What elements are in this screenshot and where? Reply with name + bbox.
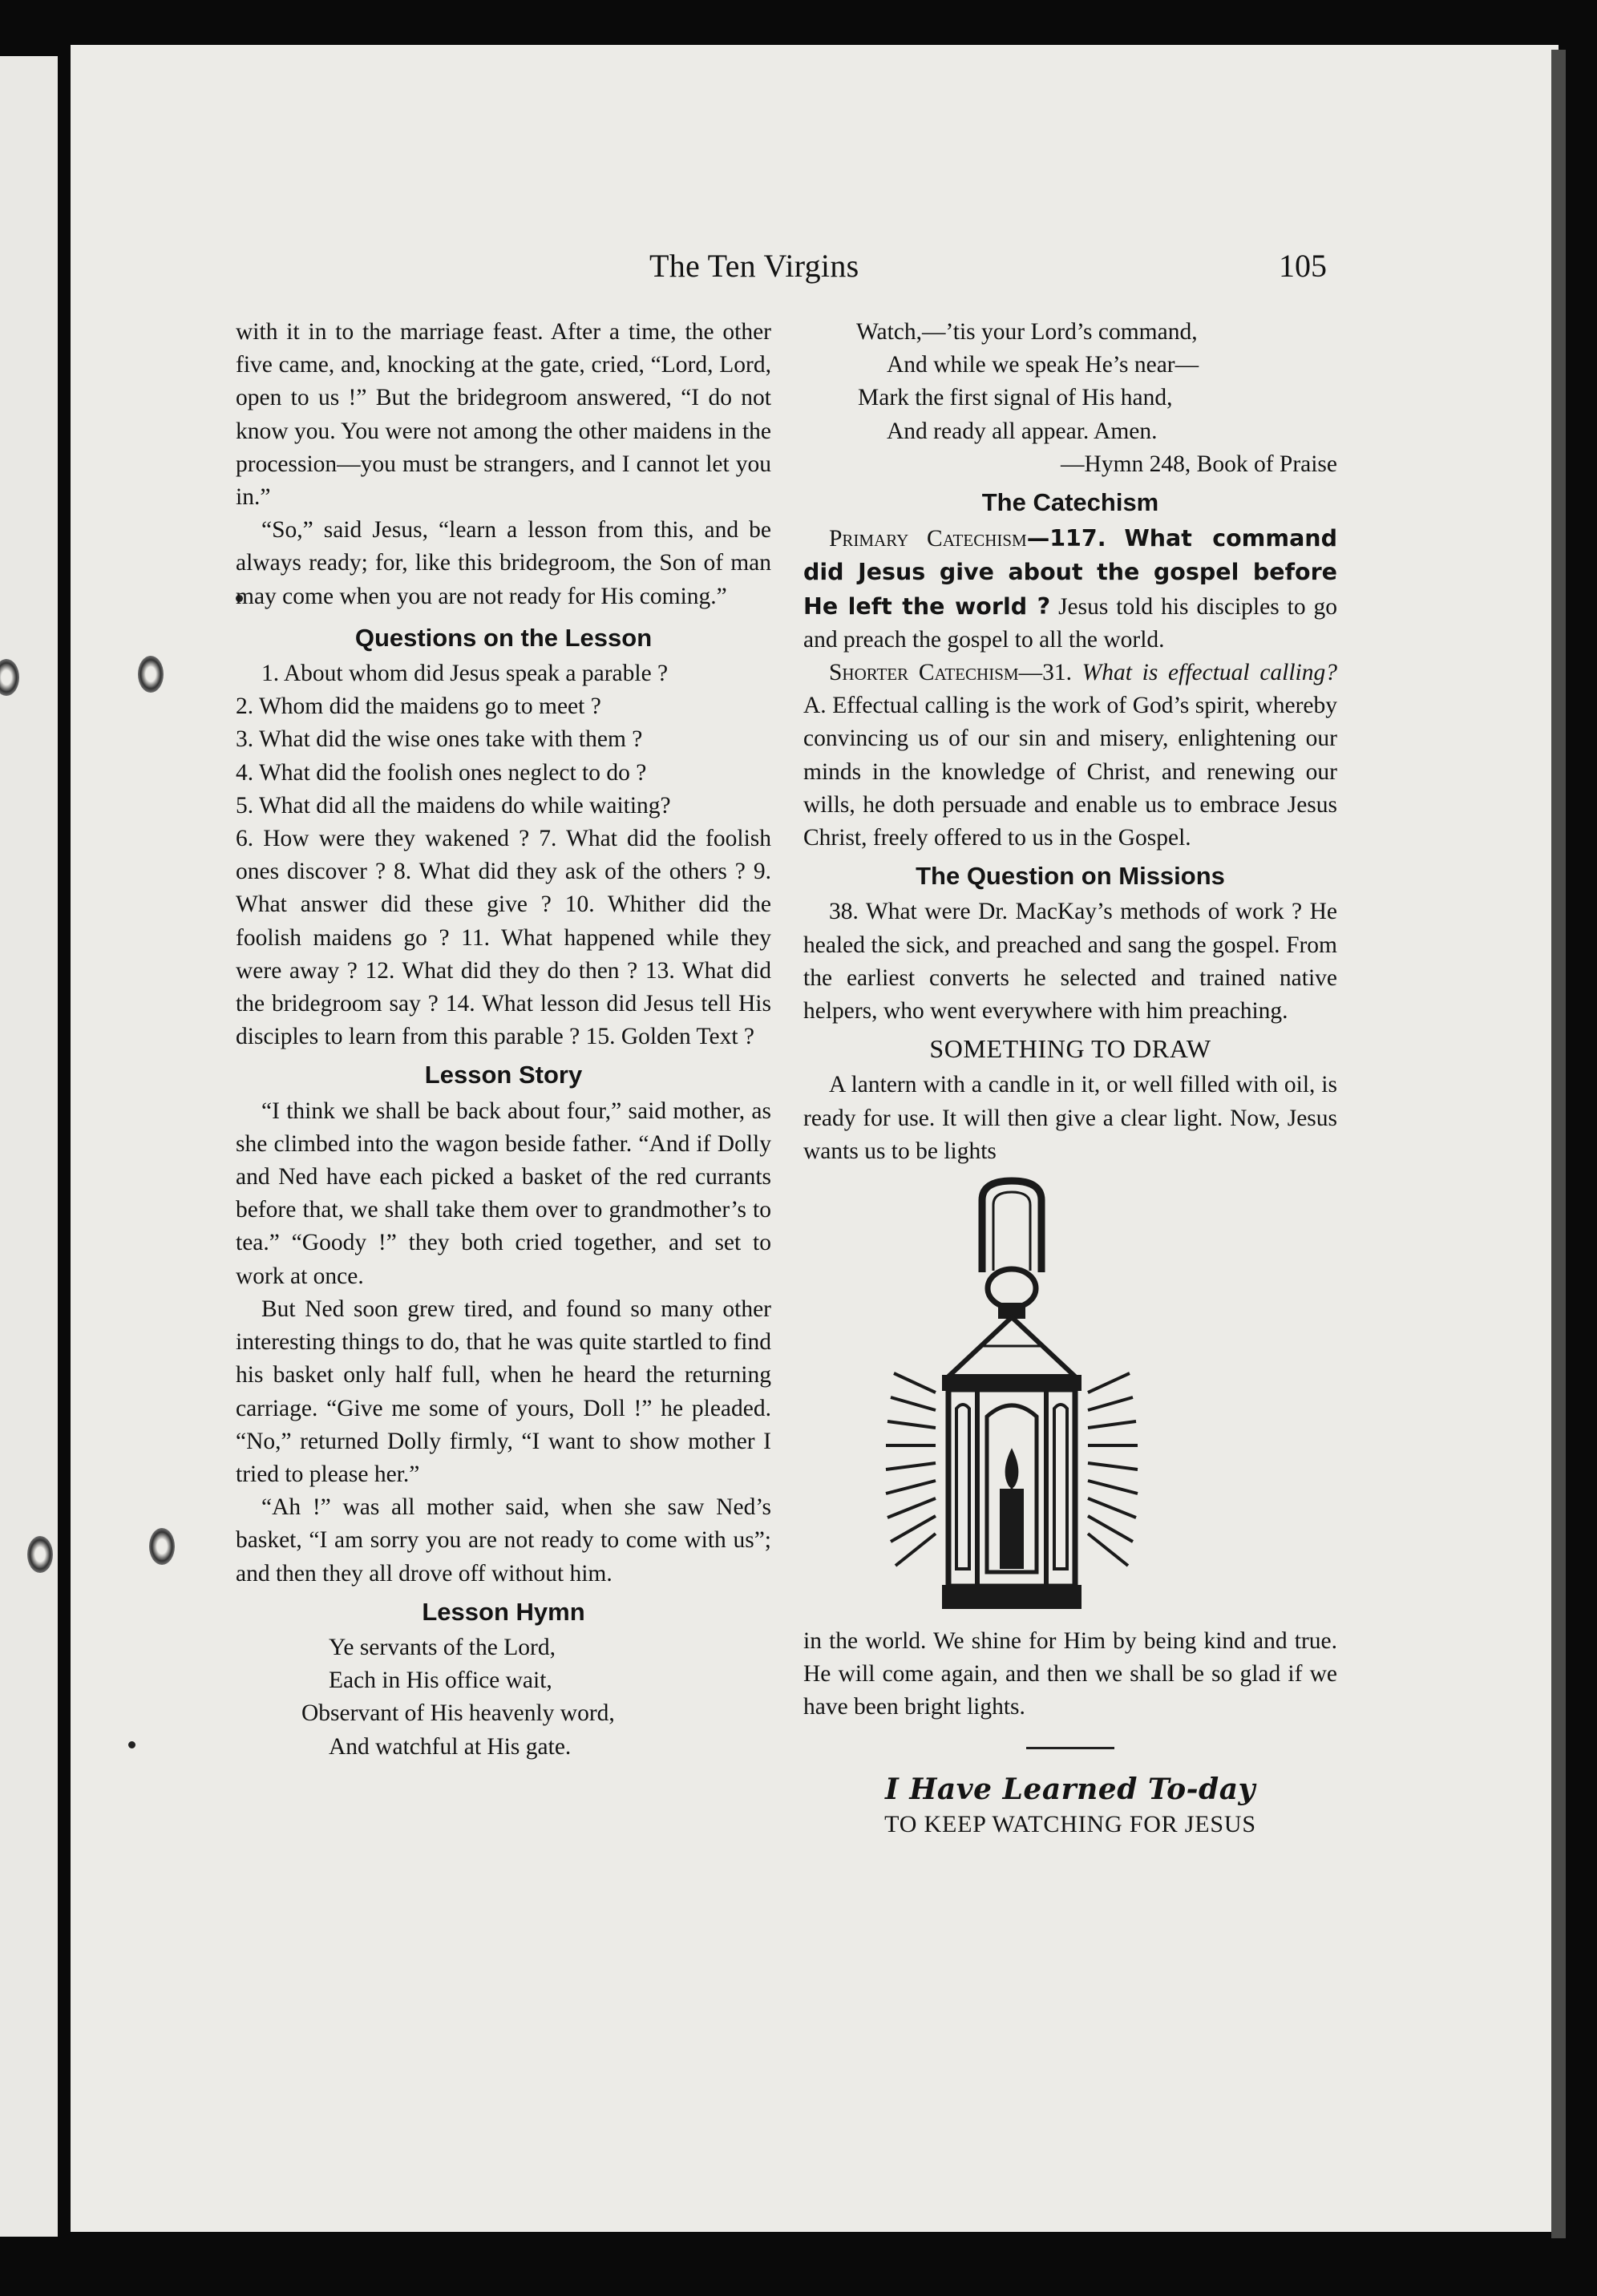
primary-catechism-label: Primary Catechism: [829, 526, 1027, 552]
story-paragraph: “I think we shall be back about four,” said mother, as she climbed into the wagon beside father. “And if Dolly and Ned have each picked a basket of the red currants before that, we shall take them over to grandmother’s to tea.” “Goody !” they both cried together, and set to work at once.: [236, 1097, 771, 1289]
hymn-heading: Lesson Hymn: [422, 1597, 585, 1626]
story-paragraph: “Ah !” was all mother said, when she saw Ned’s basket, “I am sorry you are not ready to come with us”; and then they all drove off without him.: [236, 1494, 771, 1587]
question-item: 3. What did the wise ones take with them ?: [236, 726, 643, 753]
story-paragraph: But Ned soon grew tired, and found so many other interesting things to do, that he was quite startled to find his basket only half full, when he heard the returning carriage. “Give me some of yours, Doll !” he pleaded. “No,” returned Dolly firmly, “I want to show mother I tried to please her.”: [236, 1296, 771, 1487]
missions-heading: The Question on Missions: [916, 862, 1225, 891]
binding-hole-left-lower: [27, 1536, 53, 1573]
shorter-catechism-label: Shorter Catechism: [829, 660, 1019, 686]
draw-heading: SOMETHING TO DRAW: [929, 1034, 1211, 1064]
question-item: 5. What did all the maidens do while waiting?: [236, 792, 671, 819]
primary-catechism-answer: Jesus told his disciples to go and preach the gospel to all the world.: [803, 593, 1337, 653]
learned-heading: I Have Learned To-day: [885, 1772, 1255, 1806]
hymn-verse: [236, 1631, 771, 1764]
shorter-catechism: [803, 657, 1337, 855]
intro-paragraph: with it in to the marriage feast. After a time, the other five came, and, knocking at the gate, cried, “Lord, Lord, open to us !” But the bridegroom answered, “I do not know you. You were not among the other maidens in the procession—you must be strangers, and I cannot let you in.”: [236, 319, 771, 511]
previous-page-edge: [0, 56, 58, 2237]
primary-catechism-number: —117.: [1026, 525, 1106, 552]
learned-text: TO KEEP WATCHING FOR JESUS: [884, 1810, 1256, 1837]
hymn-line: And ready all appear. Amen.: [887, 418, 1158, 444]
questions-list: [236, 657, 771, 1053]
hymn-line: And while we speak He’s near—: [887, 352, 1199, 378]
margin-speck: [128, 1741, 135, 1748]
binding-hole-upper: [138, 656, 164, 693]
question-item: 6. How were they wakened ? 7. What did the foolish ones discover ? 8. What did they ask of the others ? 9. What answer did these give ? 10. Whither did the foolish maidens go ? 11. What happened while they were away ? 12. What did they do then ? 13. What did the bridegroom say ? 14. What lesson did Jesus tell His disciples to learn from this parable ? 15. Golden Text ?: [236, 826, 771, 1050]
story-heading: Lesson Story: [424, 1061, 583, 1089]
left-column: [236, 316, 771, 1764]
hymn-line: And watchful at His gate.: [329, 1733, 572, 1760]
draw-text: A lantern with a candle in it, or well filled with oil, is ready for use. It will then give a clear light. Now, Jesus wants us to be lights: [803, 1072, 1337, 1164]
binding-hole-lower: [149, 1528, 175, 1565]
draw-text-continued: in the world. We shine for Him by being kind and true. He will come again, and then we shall be so glad if we have been bright lights.: [803, 1628, 1337, 1720]
shorter-catechism-question: What is effectual calling?: [1082, 660, 1337, 686]
page-number: 105: [1279, 248, 1327, 284]
hymn-line: Each in His office wait,: [329, 1667, 552, 1694]
page-edge-shadow: [1551, 50, 1566, 2238]
shorter-catechism-answer: A. Effectual calling is the work of God’s spirit, whereby convincing us of our sin and misery, enlightening our minds in the knowledge of Christ, and renewing our wills, he doth persuade and enable us to embrace Jesus Christ, freely offered to us in the Gospel.: [803, 693, 1337, 851]
primary-catechism: [803, 522, 1337, 657]
section-divider: [1026, 1747, 1114, 1749]
hymn-line: Ye servants of the Lord,: [329, 1634, 556, 1660]
lantern-icon: [879, 1176, 1144, 1617]
shorter-catechism-number: —31.: [1018, 660, 1072, 686]
question-item: 4. What did the foolish ones neglect to do ?: [236, 759, 647, 786]
hymn-credit: —Hymn 248, Book of Praise: [1061, 451, 1337, 477]
lantern-illustration: [803, 1168, 1337, 1625]
question-item: 1. About whom did Jesus speak a parable ?: [261, 661, 669, 687]
hymn-line: Mark the first signal of His hand,: [858, 385, 1173, 411]
hymn-verse-continued: [803, 316, 1337, 448]
hymn-line: Watch,—’tis your Lord’s command,: [856, 319, 1198, 345]
hymn-line: Observant of His heavenly word,: [301, 1700, 615, 1727]
primary-catechism-question: What command did Jesus give about the gospel before He left the world ?: [803, 525, 1337, 620]
catechism-heading: The Catechism: [981, 488, 1159, 517]
question-item: 2. Whom did the maidens go to meet ?: [236, 693, 601, 720]
intro-paragraph: “So,” said Jesus, “learn a lesson from this, and be always ready; for, like this bridegroom, the Son of man may come when you are not ready for His coming.”: [236, 517, 771, 609]
running-head: The Ten Virgins: [649, 248, 859, 284]
missions-text: 38. What were Dr. MacKay’s methods of work ? He healed the sick, and preached and sang the gospel. From the earliest converts he selected and trained native helpers, who went everywhere with him preaching.: [803, 899, 1337, 1025]
right-column: [803, 316, 1337, 1841]
questions-heading: Questions on the Lesson: [354, 623, 653, 652]
